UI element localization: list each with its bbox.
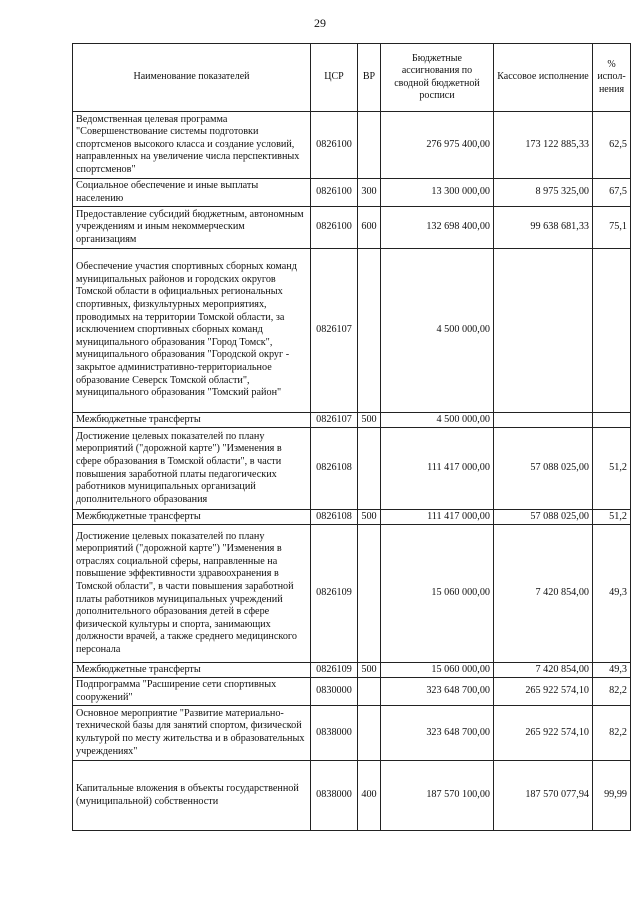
row-budget: 111 417 000,00 [381,428,494,510]
header-csr: ЦСР [311,44,358,112]
row-name: Социальное обеспечение и иные выплаты населению [73,179,311,207]
row-budget: 276 975 400,00 [381,112,494,179]
row-name: Ведомственная целевая программа "Совершенствование системы подготовки спортсменов высокого класса и создание условий, направленных на увеличение числа перспективных спортсменов" [73,112,311,179]
table-row [73,663,631,678]
row-budget: 323 648 700,00 [381,678,494,706]
header-pct: % испол-нения [593,44,631,112]
row-budget: 4 500 000,00 [381,413,494,428]
row-cash: 57 088 025,00 [494,510,593,525]
table-row [73,112,631,179]
row-csr: 0826100 [311,112,358,179]
row-pct: 67,5 [593,179,631,207]
row-pct: 75,1 [593,207,631,249]
table-row [73,761,631,831]
row-csr: 0826100 [311,207,358,249]
row-budget: 111 417 000,00 [381,510,494,525]
row-name: Капитальные вложения в объекты государственной (муниципальной) собственности [73,761,311,831]
row-vr [358,112,381,179]
row-name: Предоставление субсидий бюджетным, автономным учреждениям и иным некоммерческим организациям [73,207,311,249]
row-vr [358,249,381,413]
table-row [73,413,631,428]
row-cash: 7 420 854,00 [494,663,593,678]
row-cash: 187 570 077,94 [494,761,593,831]
row-cash: 99 638 681,33 [494,207,593,249]
header-row [73,44,631,112]
row-pct: 82,2 [593,678,631,706]
row-pct: 62,5 [593,112,631,179]
row-vr: 400 [358,761,381,831]
header-vr: ВР [358,44,381,112]
budget-execution-table [72,43,631,831]
row-csr: 0826108 [311,510,358,525]
table-row [73,525,631,663]
row-name: Основное мероприятие "Развитие материально-технической базы для занятий спортом, физической культурой по месту жительства и в образовательных учреждениях" [73,706,311,761]
row-csr: 0826109 [311,663,358,678]
row-pct: 49,3 [593,525,631,663]
row-csr: 0826107 [311,413,358,428]
table-row [73,706,631,761]
row-cash: 173 122 885,33 [494,112,593,179]
row-vr: 500 [358,663,381,678]
row-vr [358,706,381,761]
row-name: Достижение целевых показателей по плану мероприятий ("дорожной карте") "Изменения в сфере образования в Томской области", в части повышения заработной платы педагогических работников муниципальных организаций дополнительного образования [73,428,311,510]
row-name: Межбюджетные трансферты [73,510,311,525]
header-name: Наименование показателей [73,44,311,112]
row-csr: 0826107 [311,249,358,413]
row-name: Обеспечение участия спортивных сборных команд муниципальных районов и городских округов Томской области в официальных региональных спортивных, физкультурных мероприятиях, проводимых на территории Томской области, за исключением спортивных сборных команд муниципального образования "Город Томск", муниципального образования "Городской округ - закрытое административно-территориальное образование Северск Томской области", муниципального образования "Томский район" [73,249,311,413]
row-cash: 265 922 574,10 [494,678,593,706]
row-cash: 265 922 574,10 [494,706,593,761]
row-cash: 57 088 025,00 [494,428,593,510]
row-name: Межбюджетные трансферты [73,663,311,678]
row-csr: 0830000 [311,678,358,706]
table-row [73,428,631,510]
row-pct: 51,2 [593,510,631,525]
row-vr: 300 [358,179,381,207]
row-cash [494,249,593,413]
row-pct: 51,2 [593,428,631,510]
table-row [73,249,631,413]
table-row [73,678,631,706]
row-pct [593,413,631,428]
row-pct: 82,2 [593,706,631,761]
row-budget: 187 570 100,00 [381,761,494,831]
row-name: Подпрограмма "Расширение сети спортивных сооружений" [73,678,311,706]
row-csr: 0826108 [311,428,358,510]
row-vr [358,525,381,663]
row-vr [358,428,381,510]
row-csr: 0838000 [311,706,358,761]
table-row [73,510,631,525]
row-name: Межбюджетные трансферты [73,413,311,428]
row-cash [494,413,593,428]
table-row [73,179,631,207]
row-vr: 500 [358,413,381,428]
row-csr: 0826109 [311,525,358,663]
row-budget: 132 698 400,00 [381,207,494,249]
row-budget: 4 500 000,00 [381,249,494,413]
page-number: 29 [314,16,326,30]
row-pct [593,249,631,413]
row-cash: 8 975 325,00 [494,179,593,207]
row-csr: 0838000 [311,761,358,831]
row-budget: 13 300 000,00 [381,179,494,207]
header-cash: Кассовое исполнение [494,44,593,112]
row-vr: 500 [358,510,381,525]
row-cash: 7 420 854,00 [494,525,593,663]
row-vr: 600 [358,207,381,249]
row-name: Достижение целевых показателей по плану мероприятий ("дорожной карте") "Изменения в отраслях социальной сферы, направленные на повышение эффективности здравоохранения в Томской области", в части повышения заработной платы работников муниципальных учреждений дополнительного образования детей в сфере физической культуры и спорта, занимающих должности врачей, а также среднего медицинского персонала [73,525,311,663]
row-vr [358,678,381,706]
row-pct: 99,99 [593,761,631,831]
row-budget: 15 060 000,00 [381,663,494,678]
row-budget: 15 060 000,00 [381,525,494,663]
table-row [73,207,631,249]
row-csr: 0826100 [311,179,358,207]
row-budget: 323 648 700,00 [381,706,494,761]
header-budget: Бюджетные ассигнования по сводной бюджетной росписи [381,44,494,112]
row-pct: 49,3 [593,663,631,678]
